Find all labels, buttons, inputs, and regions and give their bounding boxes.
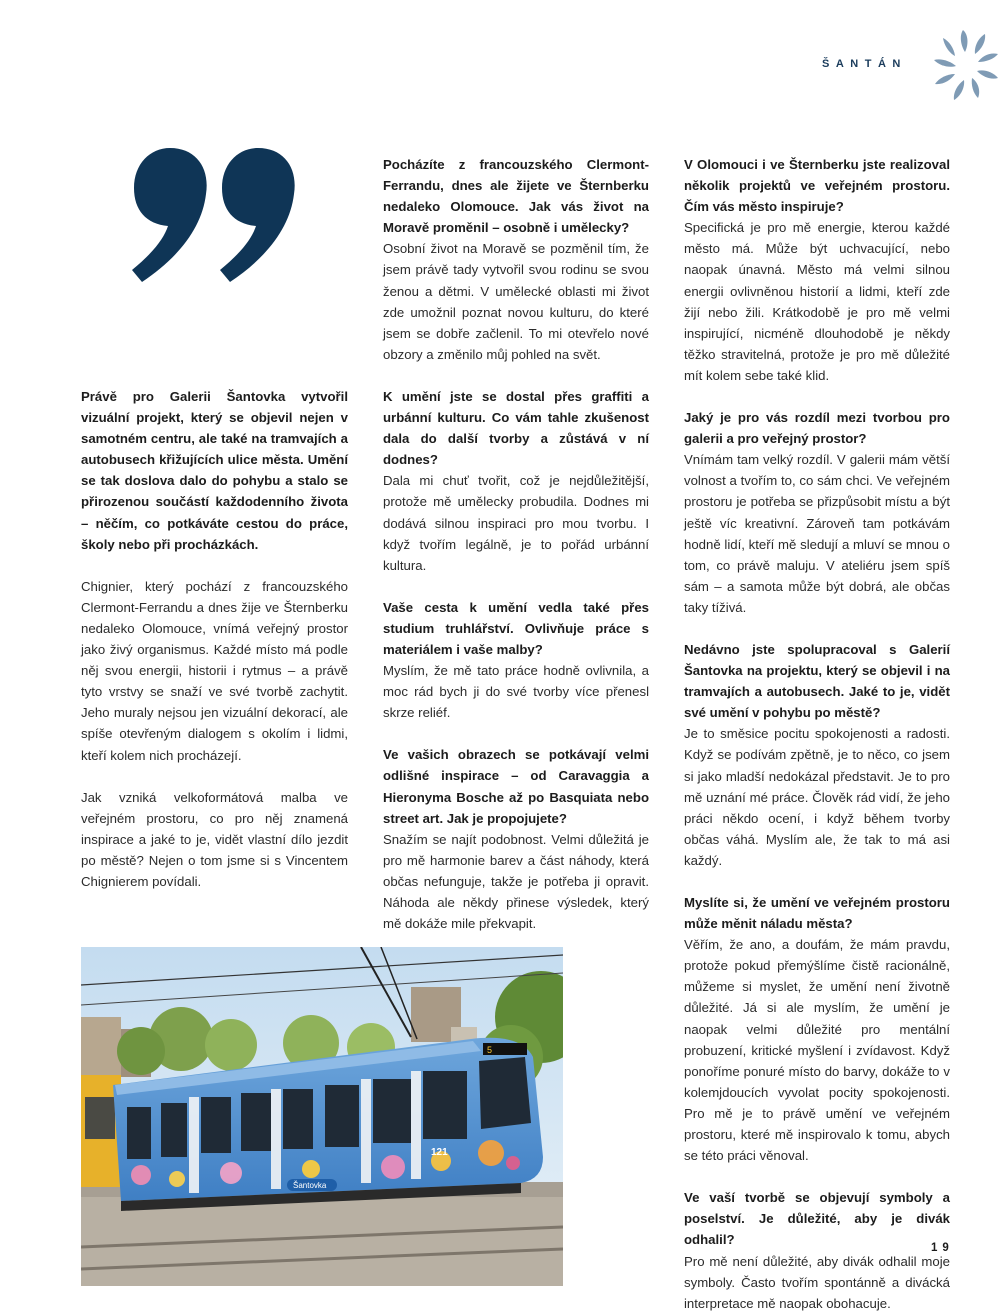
interview-question: Jaký je pro vás rozdíl mezi tvorbou pro galerii a pro veřejný prostor?: [684, 410, 950, 447]
interview-question: Vaše cesta k umění vedla také přes studium truhlářství. Ovlivňuje práce s materiálem i vaše malby?: [383, 599, 649, 657]
interview-answer: Dala mi chuť tvořit, což je nejdůležitější, protože mě umělecky probudila. Dodnes mi dodává silnou inspiraci pro mou tvorbu. I když tvořím legálně, je to pořád urbánní kultura.: [383, 473, 649, 573]
tram-illustration: [81, 947, 563, 1286]
interview-question: Ve vaší tvorbě se objevují symboly a poselství. Je důležité, aby je divák odhalil?: [684, 1190, 950, 1248]
interview-answer: Pro mě není důležité, aby divák odhalil moje symboly. Často tvořím spontánně a divácká interpretace mě naopak obohacuje.: [684, 1253, 950, 1311]
intro-column: [81, 386, 348, 892]
interview-question: Ve vašich obrazech se potkávají velmi odlišné inspirace – od Caravaggia a Hieronyma Bosche až po Basquiata nebo street art. Jak je propojujete?: [383, 747, 649, 826]
interview-answer: Snažím se najít podobnost. Velmi důležitá je pro mě harmonie barev a část náhody, která občas nefunguje, takže je potřeba ji opravit. Náhoda ale někdy přinese výsledek, který mě dokáže mile překvapit.: [383, 831, 649, 932]
interview-answer: Osobní život na Moravě se pozměnil tím, že jsem právě tady vytvořil svou rodinu se svou ženou a dětmi. V umělecké oblasti mi život zde umožnil poznat novou kulturu, do které jsem se dobře začlenil. To mi otevřelo nové obzory a změnilo můj pohled na svět.: [383, 241, 649, 362]
page-number: 19: [931, 1242, 954, 1254]
interview-answer: Věřím, že ano, a doufám, že mám pravdu, protože pokud přemýšlíme čistě racionálně, můžeme si myslet, že umění není životně důležité. Já si ale myslím, že umění je naopak velmi důležité pro mentální probuzení, kritické myšlení i zvídavost. Když ponoříme ponuré místo do barvy, dokáže to v kolemjdoucích vyvolat pocity spokojenosti. Pro mě je to právě umění ve veřejném prostoru, které mě inspirovalo k tomu, abych se této práci věnoval.: [684, 937, 950, 1164]
interview-answer: Je to směsice pocitu spokojenosti a radosti. Když se podívám zpětně, je to něco, co jsem si jako mladší nedokázal představit. Je to pro mě uznání mé práce. Člověk rád vidí, že jeho práci někdo ocení, i když během tvorby občas váhá. Myslím ale, že tak to má asi každý.: [684, 726, 950, 868]
interview-question: Pocházíte z francouzského Clermont-Ferrandu, dnes ale žijete ve Šternberku nedaleko Olomouce. Jak vás život na Moravě proměnil – osobně i umělecky?: [383, 157, 649, 236]
interview-column-middle: [383, 154, 649, 934]
intro-paragraph: Jak vzniká velkoformátová malba ve veřejném prostoru, co pro něj znamená inspirace a jaké to je, vidět vlastní dílo jezdit po městě? Nejen o tom jsme si s Vincentem Chignierem povídali.: [81, 789, 348, 889]
interview-question: Myslíte si, že umění ve veřejném prostoru může měnit náladu města?: [684, 895, 950, 932]
intro-lead: Právě pro Galerii Šantovka vytvořil vizuální projekt, který se objevil nejen v samotném centru, ale také na tramvajích a autobusech křižujících ulice města. Umění se tak doslova dalo do pohybu a stalo se přirozenou součástí každodenního života – něčím, co potkáváte cestou do práce, školy nebo při procházkách.: [81, 389, 348, 552]
closing-quote-icon: [132, 148, 304, 282]
interview-answer: Vnímám tam velký rozdíl. V galerii mám větší volnost a tvořím to, co sám chci. Ve veřejném prostoru je potřeba se přizpůsobit místu a být ještě víc kreativní. Zároveň tam potkávám hodně lidí, kteří mě sledují a mluví se mnou o tom, co právě maluju. V ateliéru jsem spíš sám – a samota může být dobrá, ale občas taky tíživá.: [684, 452, 950, 615]
interview-answer: Myslím, že mě tato práce hodně ovlivnila, a moc rád bych ji do své tvorby více přenesl skrze reliéf.: [383, 663, 649, 721]
santan-burst-logo-icon: [930, 26, 1000, 104]
tram-photo: [81, 947, 563, 1286]
tram-fleet-number: 121: [431, 1147, 448, 1158]
interview-answer: Specifická je pro mě energie, kterou každé město má. Může být uchvacující, nebo naopak únavná. Město má velmi silnou energii ovlivněnou historií a lidmi, kteří zde žijí nebo žili. Krátkodobě je pro mě velmi inspirující, nicméně dlouhodobě je někdy těžko stravitelná, protože je pro mě důležité mít kolem sebe také klid.: [684, 220, 950, 383]
interview-column-right: [684, 154, 950, 1314]
interview-question: V Olomouci i ve Šternberku jste realizoval několik projektů ve veřejném prostoru. Čím vás město inspiruje?: [684, 157, 950, 215]
brand-label: ŠANTÁN: [822, 58, 907, 70]
interview-question: Nedávno jste spolupracoval s Galerií Šantovka na projektu, který se objevil i na tramvajích a autobusech. Jaké to je, vidět své umění v pohybu po městě?: [684, 641, 950, 721]
intro-paragraph: Chignier, který pochází z francouzského Clermont-Ferrandu a dnes žije ve Šternberku nedaleko Olomouce, vnímá veřejný prostor jako živý organismus. Každé místo má podle něj svou energii, historii i rytmus – a právě tyto vrstvy se snaží ve své tvorbě zachytit. Jeho muraly nejsou jen vizuální dekorací, ale spíše otevřeným dialogem s okolím i lidmi, kteří kolem nich procházejí.: [81, 578, 348, 763]
tram-brand-label: Šantovka: [293, 1181, 327, 1190]
tram-route-number: 5: [487, 1045, 493, 1055]
interview-question: K umění jste se dostal přes graffiti a urbánní kulturu. Co vám tahle zkušenost dala do další tvorby a zůstává v ní dodnes?: [383, 388, 649, 468]
